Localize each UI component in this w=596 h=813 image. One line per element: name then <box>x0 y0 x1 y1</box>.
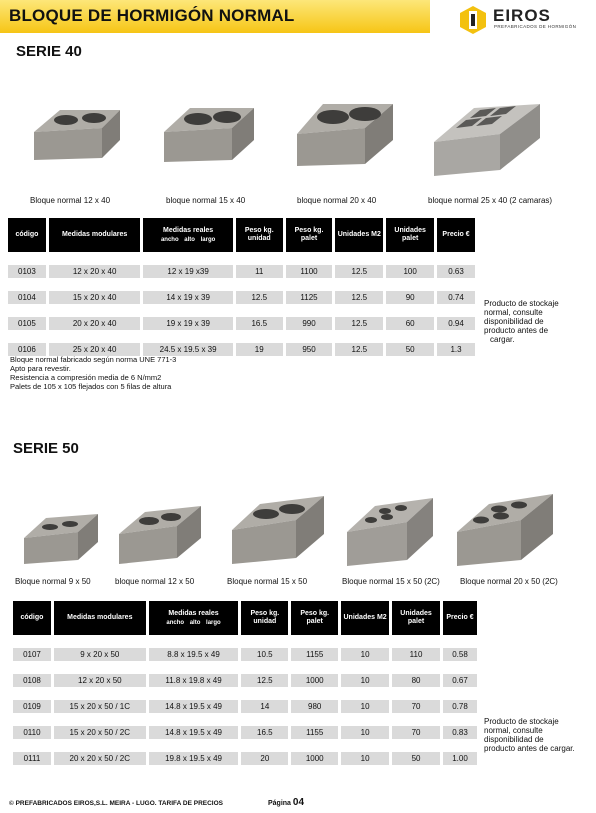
cell-unidades-m2: 12.5 <box>335 291 383 304</box>
cell-precio: 0.78 <box>443 700 477 713</box>
cell-unidades-palet: 50 <box>392 752 440 765</box>
header-codigo: código <box>8 218 46 252</box>
cell-peso-palet: 1000 <box>291 674 338 687</box>
page-label: Página <box>268 800 291 807</box>
product-caption: Bloque normal 15 x 50 <box>227 577 308 586</box>
cell-reales: 14.8 x 19.5 x 49 <box>149 700 239 713</box>
logo-name: EIROS <box>493 6 551 25</box>
cell-reales: 12 x 19 x39 <box>143 265 232 278</box>
stock-note <box>484 717 575 753</box>
cell-modulares: 15 x 20 x 50 / 1C <box>54 700 146 713</box>
cell-reales: 19.8 x 19.5 x 49 <box>149 752 239 765</box>
cell-reales: 14 x 19 x 39 <box>143 291 232 304</box>
cell-codigo: 0106 <box>8 343 46 356</box>
header-peso-palet: Peso kg. palet <box>291 601 338 635</box>
header-unidades-m2: Unidades M2 <box>341 601 389 635</box>
cell-unidades-m2: 12.5 <box>335 343 383 356</box>
cell-reales: 14.8 x 19.5 x 49 <box>149 726 239 739</box>
cell-unidades-palet: 80 <box>392 674 440 687</box>
cell-peso-unidad: 10.5 <box>241 648 288 661</box>
cell-unidades-palet: 50 <box>386 343 434 356</box>
header-codigo: código <box>13 601 51 635</box>
cell-reales: 24.5 x 19.5 x 39 <box>143 343 232 356</box>
cell-unidades-m2: 12.5 <box>335 317 383 330</box>
cell-unidades-palet: 70 <box>392 726 440 739</box>
cell-peso-unidad: 16.5 <box>241 726 288 739</box>
cell-peso-unidad: 19 <box>236 343 283 356</box>
stock-note-line: normal, consulte <box>484 726 543 735</box>
footer-company: © PREFABRICADOS EIROS,S.L. MEIRA - LUGO. TARIFA DE PRECIOS <box>9 800 224 807</box>
product-caption: bloque normal 20 x 40 <box>297 196 377 205</box>
cell-unidades-palet: 110 <box>392 648 440 661</box>
cell-unidades-m2: 10 <box>341 700 389 713</box>
stock-note-line: normal, consulte <box>484 308 543 317</box>
stock-note-line: disponibilidad de <box>484 317 544 326</box>
table-row <box>13 700 477 713</box>
product-image-20x50-2c <box>455 488 555 568</box>
cell-codigo: 0108 <box>13 674 51 687</box>
cell-unidades-m2: 12.5 <box>335 265 383 278</box>
cell-codigo: 0104 <box>8 291 46 304</box>
cell-precio: 0.94 <box>437 317 475 330</box>
cell-codigo: 0107 <box>13 648 51 661</box>
table-row <box>13 648 477 661</box>
hexagon-logo-icon <box>460 6 486 34</box>
cell-codigo: 0105 <box>8 317 46 330</box>
table-row <box>13 726 477 739</box>
product-caption: bloque normal 15 x 40 <box>166 196 246 205</box>
cell-peso-palet: 1155 <box>291 648 338 661</box>
product-caption: bloque normal 12 x 50 <box>115 577 195 586</box>
header-medidas-reales-label: Medidas reales <box>163 226 214 234</box>
product-image-15x40 <box>162 100 257 166</box>
page-number: 04 <box>292 797 305 808</box>
cell-peso-unidad: 14 <box>241 700 288 713</box>
header-medidas-modulares: Medidas modulares <box>54 601 146 635</box>
table-header-row <box>13 601 477 635</box>
cell-peso-palet: 1100 <box>286 265 333 278</box>
cell-precio: 0.74 <box>437 291 475 304</box>
cell-modulares: 15 x 20 x 40 <box>49 291 141 304</box>
product-image-12x50 <box>117 500 203 566</box>
header-medidas-reales <box>143 218 232 252</box>
stock-note-line: producto antes de <box>484 326 549 335</box>
cell-unidades-palet: 100 <box>386 265 434 278</box>
header-unidades-m2: Unidades M2 <box>335 218 383 252</box>
header-medidas-reales-sub: ancho alto largo <box>166 619 221 626</box>
header-peso-unidad: Peso kg. unidad <box>241 601 288 635</box>
cell-peso-unidad: 12.5 <box>241 674 288 687</box>
product-image-9x50 <box>22 510 100 566</box>
serie-40-price-table <box>5 214 478 360</box>
table-row <box>13 674 477 687</box>
cell-modulares: 20 x 20 x 40 <box>49 317 141 330</box>
cell-unidades-palet: 60 <box>386 317 434 330</box>
product-image-20x40 <box>295 98 397 170</box>
cell-reales: 8.8 x 19.5 x 49 <box>149 648 239 661</box>
cell-unidades-m2: 10 <box>341 752 389 765</box>
header-medidas-reales-label: Medidas reales <box>168 609 219 617</box>
cell-unidades-palet: 70 <box>392 700 440 713</box>
cell-unidades-m2: 10 <box>341 648 389 661</box>
serie-50-price-table <box>10 597 480 769</box>
cell-codigo: 0109 <box>13 700 51 713</box>
cell-peso-palet: 1125 <box>286 291 333 304</box>
cell-peso-unidad: 11 <box>236 265 283 278</box>
cell-unidades-palet: 90 <box>386 291 434 304</box>
product-caption: bloque normal 25 x 40 (2 camaras) <box>428 196 553 205</box>
header-precio: Precio € <box>437 218 475 252</box>
product-image-15x50-2c <box>345 492 435 568</box>
stock-note-line: producto antes de cargar. <box>484 744 575 753</box>
header-medidas-reales <box>149 601 239 635</box>
cell-peso-unidad: 16.5 <box>236 317 283 330</box>
cell-modulares: 20 x 20 x 50 / 2C <box>54 752 146 765</box>
note-line: Bloque normal fabricado según norma UNE 771-3 <box>10 355 177 364</box>
cell-peso-palet: 1000 <box>291 752 338 765</box>
cell-modulares: 15 x 20 x 50 / 2C <box>54 726 146 739</box>
cell-unidades-m2: 10 <box>341 726 389 739</box>
note-line: Resistencia a compresión media de 6 N/mm2 <box>10 373 162 382</box>
cell-modulares: 12 x 20 x 50 <box>54 674 146 687</box>
cell-peso-unidad: 12.5 <box>236 291 283 304</box>
footer-page <box>268 797 304 808</box>
serie-40-title: SERIE 40 <box>16 43 82 60</box>
cell-precio: 1.00 <box>443 752 477 765</box>
stock-note-line: Producto de stockaje <box>484 717 559 726</box>
cell-reales: 11.8 x 19.8 x 49 <box>149 674 239 687</box>
cell-modulares: 25 x 20 x 40 <box>49 343 141 356</box>
cell-codigo: 0111 <box>13 752 51 765</box>
table-row <box>8 265 475 278</box>
cell-peso-palet: 990 <box>286 317 333 330</box>
header-unidades-palet: Unidades palet <box>386 218 434 252</box>
product-caption: Bloque normal 9 x 50 <box>15 577 91 586</box>
page-title: BLOQUE DE HORMIGÓN NORMAL <box>9 6 295 25</box>
note-line: Apto para revestir. <box>10 364 71 373</box>
product-caption: Bloque normal 20 x 50 (2C) <box>460 577 558 586</box>
cell-modulares: 12 x 20 x 40 <box>49 265 141 278</box>
cell-peso-palet: 1155 <box>291 726 338 739</box>
table-header-row <box>8 218 475 252</box>
header-unidades-palet: Unidades palet <box>392 601 440 635</box>
logo-tagline: PREFABRICADOS DE HORMIGÓN <box>494 24 577 29</box>
header-precio: Precio € <box>443 601 477 635</box>
stock-note <box>484 299 559 344</box>
cell-precio: 0.63 <box>437 265 475 278</box>
table-row <box>8 317 475 330</box>
stock-note-line: Producto de stockaje <box>484 299 559 308</box>
cell-unidades-m2: 10 <box>341 674 389 687</box>
cell-peso-palet: 980 <box>291 700 338 713</box>
cell-precio: 0.67 <box>443 674 477 687</box>
stock-note-line: disponibilidad de <box>484 735 544 744</box>
product-caption: Bloque normal 12 x 40 <box>30 196 111 205</box>
product-caption: Bloque normal 15 x 50 (2C) <box>342 577 440 586</box>
table-row <box>8 291 475 304</box>
cell-codigo: 0103 <box>8 265 46 278</box>
cell-codigo: 0110 <box>13 726 51 739</box>
cell-modulares: 9 x 20 x 50 <box>54 648 146 661</box>
product-image-12x40 <box>32 100 124 162</box>
table-row <box>13 752 477 765</box>
cell-precio: 0.83 <box>443 726 477 739</box>
header-peso-palet: Peso kg. palet <box>286 218 333 252</box>
note-line: Palets de 105 x 105 flejados con 5 filas de altura <box>10 382 172 391</box>
stock-note-line: cargar. <box>490 335 515 344</box>
cell-precio: 1.3 <box>437 343 475 356</box>
header-peso-unidad: Peso kg. unidad <box>236 218 283 252</box>
header-medidas-modulares: Medidas modulares <box>49 218 141 252</box>
serie-50-title: SERIE 50 <box>13 440 79 457</box>
cell-reales: 19 x 19 x 39 <box>143 317 232 330</box>
product-image-15x50 <box>230 490 326 566</box>
header-medidas-reales-sub: ancho alto largo <box>160 236 216 243</box>
cell-precio: 0.58 <box>443 648 477 661</box>
cell-peso-palet: 950 <box>286 343 333 356</box>
product-notes <box>10 355 176 391</box>
eiros-logo <box>460 6 580 34</box>
product-image-25x40 <box>432 98 544 178</box>
cell-peso-unidad: 20 <box>241 752 288 765</box>
